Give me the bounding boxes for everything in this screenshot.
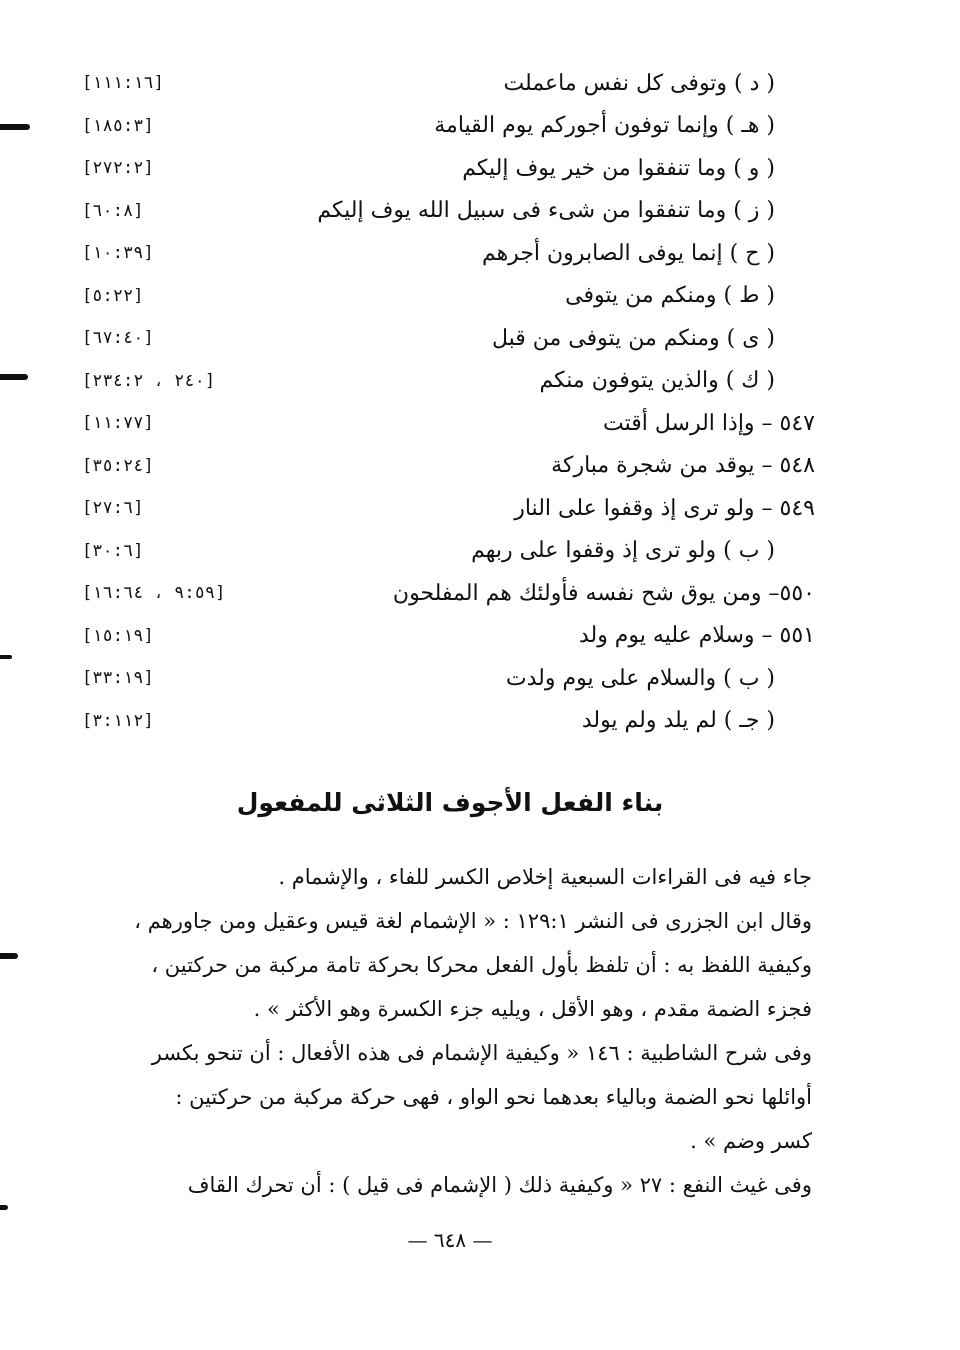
verse-reference: [٣:١١٢] [82, 710, 154, 731]
page-number: — ٦٤٨ — [407, 1228, 493, 1252]
scan-edge-mark [0, 124, 30, 130]
verse-row [70, 615, 815, 658]
verse-row [70, 62, 815, 105]
verse-reference: [١١:٧٧] [82, 413, 154, 434]
verse-reference: [٦٠:٨] [82, 200, 144, 221]
body-line: وقال ابن الجزرى فى النشر ١٢٩:١ : « الإشمام لغة قيس وعقيل ومن جاورهم ، [134, 909, 812, 933]
verse-text: ( ك ) والذين يتوفون منكم [539, 368, 775, 394]
body-paragraphs [92, 855, 812, 1207]
verse-text: ( ز ) وما تنفقوا من شىء فى سبيل الله يوف إليكم [317, 198, 775, 224]
verse-text: ( هـ ) وإنما توفون أجوركم يوم القيامة [434, 113, 775, 139]
verse-text: ( جـ ) لم يلد ولم يولد [581, 708, 775, 734]
verse-text: ( ح ) إنما يوفى الصابرون أجرهم [481, 240, 775, 266]
section-heading: بناء الفعل الأجوف الثلاثى للمفعول [236, 788, 664, 817]
verse-reference: [٢٧٢:٢] [82, 158, 154, 179]
verse-row [70, 147, 815, 190]
body-line: وكيفية اللفظ به : أن تلفظ بأول الفعل محركا بحركة تامة مركبة من حركتين ، [151, 953, 812, 977]
verse-text: ( ط ) ومنكم من يتوفى [565, 283, 775, 309]
verse-text: ( ب ) والسلام على يوم ولدت [505, 665, 775, 691]
verse-text: ٥٥٠– ومن يوق شح نفسه فأولئك هم المفلحون [392, 580, 815, 606]
body-line: أوائلها نحو الضمة وبالياء بعدهما نحو الواو ، فهى حركة مركبة من حركتين : [175, 1085, 812, 1109]
verse-reference: [٢٧:٦] [82, 498, 144, 519]
scan-edge-mark [0, 655, 12, 659]
verse-row [70, 190, 815, 233]
verse-reference: [١٥:١٩] [82, 625, 154, 646]
verse-reference: [١١١:١٦] [82, 73, 164, 94]
verse-row [70, 275, 815, 318]
verse-reference: [٩:٥٩ ، ١٦:٦٤] [82, 583, 226, 604]
verse-reference: [٥:٢٢] [82, 285, 144, 306]
verse-row [70, 105, 815, 148]
body-line: فجزء الضمة مقدم ، وهو الأقل ، ويليه جزء الكسرة وهو الأكثر » . [253, 997, 812, 1021]
body-line: وفى شرح الشاطبية : ١٤٦ « وكيفية الإشمام فى هذه الأفعال : أن تنحو بكسر [151, 1041, 812, 1065]
verse-row [70, 700, 815, 743]
verse-row [70, 530, 815, 573]
body-line: كسر وضم » . [690, 1129, 812, 1153]
verse-reference: [٣٣:١٩] [82, 668, 154, 689]
verse-row [70, 572, 815, 615]
verse-text: ( ى ) ومنكم من يتوفى من قبل [491, 325, 775, 351]
verse-text: ٥٤٨ – يوقد من شجرة مباركة [551, 453, 815, 479]
verse-row [70, 360, 815, 403]
verse-text: ٥٥١ – وسلام عليه يوم ولد [578, 623, 815, 649]
body-line: وفى غيث النفع : ٢٧ « وكيفية ذلك ( الإشمام فى قيل ) : أن تحرك القاف [187, 1173, 812, 1197]
verse-text: ( ب ) ولو ترى إذ وقفوا على ربهم [471, 538, 775, 564]
verse-reference: [٦٧:٤٠] [82, 328, 154, 349]
verse-text: ( د ) وتوفى كل نفس ماعملت [503, 70, 775, 96]
verse-row [70, 317, 815, 360]
verse-row [70, 445, 815, 488]
verse-reference-list [70, 62, 815, 742]
verse-row [70, 657, 815, 700]
verse-reference: [٣٥:٢٤] [82, 455, 154, 476]
scan-edge-mark [0, 374, 28, 380]
verse-reference: [٣٠:٦] [82, 540, 144, 561]
verse-text: ( و ) وما تنفقوا من خير يوف إليكم [462, 155, 775, 181]
verse-reference: [١٨٥:٣] [82, 115, 154, 136]
verse-row [70, 402, 815, 445]
verse-reference: [٢٤٠ ، ٢٣٤:٢] [82, 370, 216, 391]
scan-edge-mark [0, 953, 18, 959]
verse-reference: [١٠:٣٩] [82, 243, 154, 264]
verse-row [70, 232, 815, 275]
scan-edge-mark [0, 1205, 8, 1210]
verse-row [70, 487, 815, 530]
body-line: جاء فيه فى القراءات السبعية إخلاص الكسر للفاء ، والإشمام . [278, 865, 812, 889]
verse-text: ٥٤٧ – وإذا الرسل أقتت [603, 410, 815, 436]
verse-text: ٥٤٩ – ولو ترى إذ وقفوا على النار [514, 495, 815, 521]
